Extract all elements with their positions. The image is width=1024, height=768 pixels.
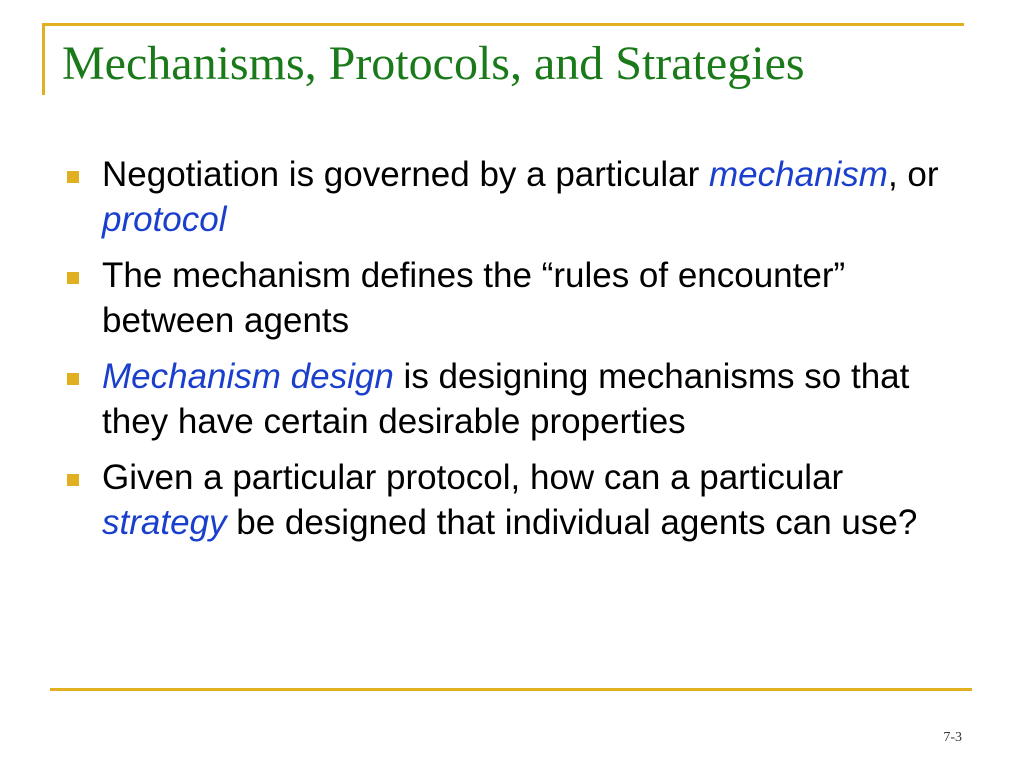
bullet-text: Given a particular protocol, how can a particular	[102, 458, 844, 497]
square-bullet-icon	[67, 474, 79, 486]
emphasis-text: protocol	[102, 200, 227, 239]
slide-title: Mechanisms, Protocols, and Strategies	[62, 37, 805, 90]
bullet-list	[62, 152, 972, 556]
bottom-rule	[50, 688, 972, 691]
bullet-item	[62, 253, 972, 343]
left-rule	[42, 23, 45, 95]
bullet-text: The mechanism defines the “rules of encounter” between agents	[102, 256, 846, 340]
emphasis-text: Mechanism design	[102, 357, 394, 396]
bullet-item	[62, 354, 972, 444]
emphasis-text: mechanism	[709, 155, 888, 194]
page-number: 7-3	[943, 730, 962, 745]
bullet-text: , or	[887, 155, 939, 194]
square-bullet-icon	[67, 171, 79, 183]
bullet-text: Negotiation is governed by a particular	[102, 155, 710, 194]
bullet-text: is designing mechanisms so that they have certain desirable properties	[102, 357, 910, 441]
bullet-text: be designed that individual agents can use?	[226, 503, 918, 542]
square-bullet-icon	[67, 272, 79, 284]
emphasis-text: strategy	[102, 503, 227, 542]
bullet-item	[62, 152, 972, 242]
square-bullet-icon	[67, 373, 79, 385]
top-rule	[42, 23, 964, 26]
bullet-item	[62, 455, 972, 545]
